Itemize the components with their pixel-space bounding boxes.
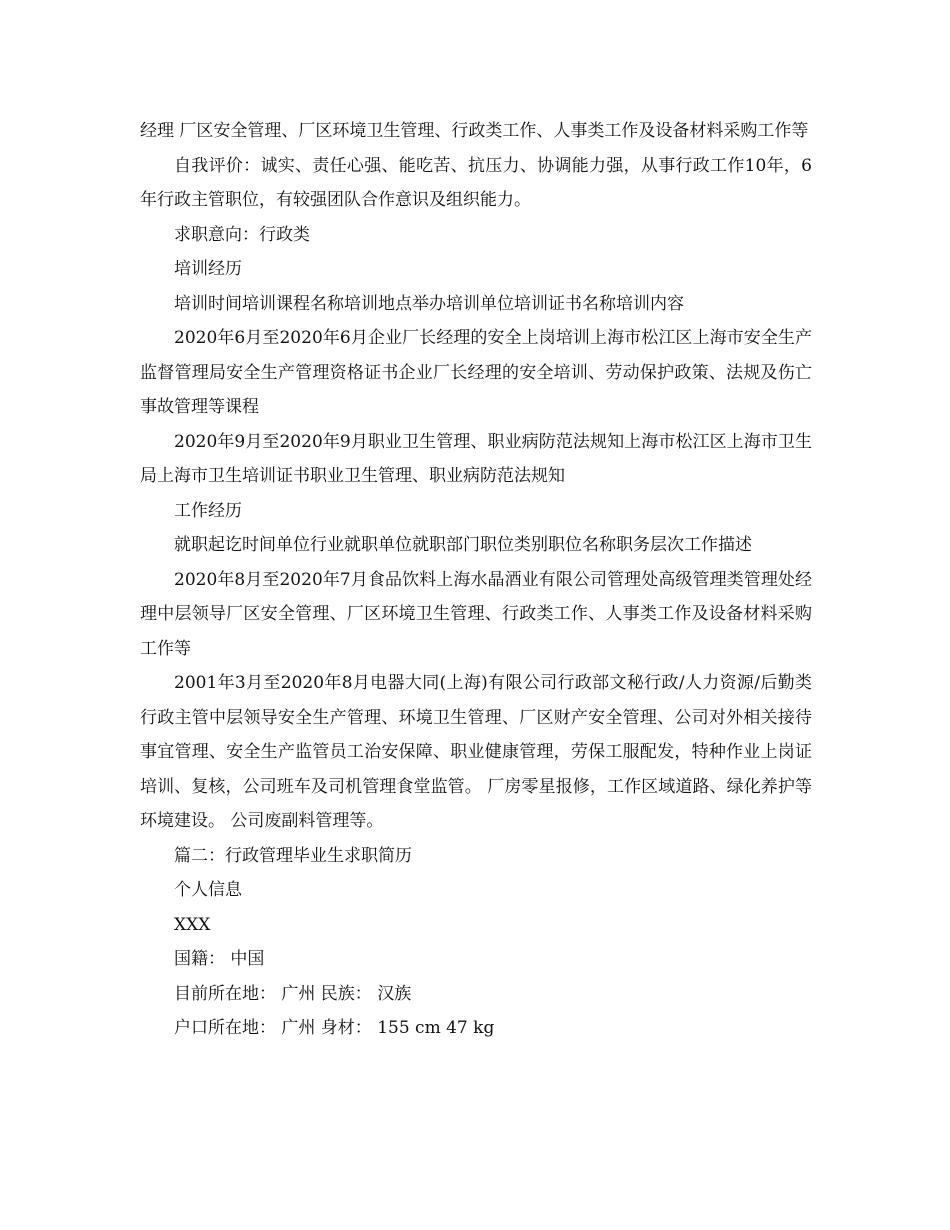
heading-training-experience: 培训经历 (174, 259, 242, 279)
paragraph-self-evaluation: 自我评价：诚实、责任心强、能吃苦、抗压力、协调能力强，从事行政工作10年，6年行政主管职位，有较强团队合作意识及组织能力。 (140, 155, 812, 210)
heading-work-experience: 工作经历 (174, 500, 242, 521)
paragraph-work-columns: 就职起讫时间单位行业就职单位就职部门职位类别职位名称职务层次工作描述 (174, 535, 752, 555)
document-body (140, 114, 812, 1046)
paragraph-training-columns: 培训时间培训课程名称培训地点举办培训单位培训证书名称培训内容 (174, 293, 684, 314)
paragraph-name: XXX (174, 914, 211, 935)
paragraph-training-entry-1: 2020年6月至2020年6月企业厂长经理的安全上岗培训上海市松江区上海市安全生产监督管理局安全生产管理资格证书企业厂长经理的安全培训、劳动保护政策、法规及伤亡事故管理等课程 (140, 328, 812, 417)
paragraph-location-ethnicity: 目前所在地： 广州 民族： 汉族 (174, 983, 412, 1004)
paragraph-job-duties: 经理 厂区安全管理、厂区环境卫生管理、行政类工作、人事类工作及设备材料采购工作等 (140, 121, 809, 141)
paragraph-work-entry-1: 2020年8月至2020年7月食品饮料上海水晶酒业有限公司管理处高级管理类管理处经理中层领导厂区安全管理、厂区环境卫生管理、行政类工作、人事类工作及设备材料采购工作等 (140, 569, 812, 659)
paragraph-hukou-body: 户口所在地： 广州 身材： 155 cm 47 kg (174, 1018, 495, 1038)
paragraph-training-entry-2: 2020年9月至2020年9月职业卫生管理、职业病防范法规知上海市松江区上海市卫生局上海市卫生培训证书职业卫生管理、职业病防范法规知 (140, 431, 812, 486)
heading-part-two: 篇二：行政管理毕业生求职简历 (174, 845, 412, 866)
paragraph-job-intention: 求职意向：行政类 (174, 224, 310, 245)
heading-personal-info: 个人信息 (174, 880, 242, 900)
paragraph-nationality: 国籍： 中国 (174, 949, 265, 969)
paragraph-work-entry-2: 2001年3月至2020年8月电器大同(上海)有限公司行政部文秘行政/人力资源/后勤类行政主管中层领导安全生产管理、环境卫生管理、厂区财产安全管理、公司对外相关接待事宜管理、安全生产监管员工治安保障、职业健康管理，劳保工服配发，特种作业上岗证培训、复核，公司班车及司机管理食堂监管。 厂房零星报修，工作区域道路、绿化养护等环境建设。 公司废副料管理等。 (140, 673, 812, 831)
